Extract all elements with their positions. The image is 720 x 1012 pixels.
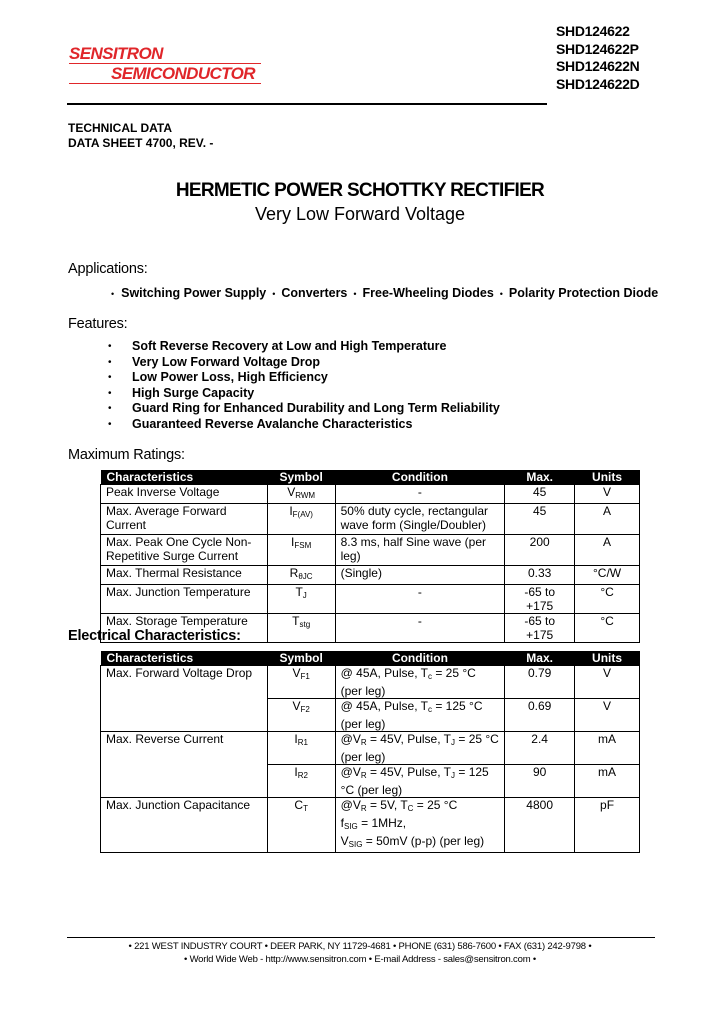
column-header: Max. <box>505 470 575 485</box>
cell-unit: V <box>575 666 640 699</box>
cell-condition: 50% duty cycle, rectangular wave form (Single/Doubler) <box>335 504 505 535</box>
technical-data-label: TECHNICAL DATA <box>68 121 172 135</box>
cell-characteristic: Max. Thermal Resistance <box>101 566 268 585</box>
cell-condition: $@V_R = 45V$, Pulse, $T_J = 125$ °C (per leg) <box>335 765 505 798</box>
application-item: Polarity Protection Diode <box>508 286 659 300</box>
part-number-list <box>556 23 639 93</box>
document-subtitle: Very Low Forward Voltage <box>254 204 466 224</box>
part-number: SHD124622D <box>556 75 640 92</box>
feature-item: • Soft Reverse Recovery at Low and High Temperature <box>108 339 500 355</box>
column-header: Max. <box>505 651 575 666</box>
document-title: HERMETIC POWER SCHOTTKY RECTIFIER <box>175 180 545 201</box>
application-item: Switching Power Supply <box>121 286 267 300</box>
cell-unit: °C <box>575 614 640 643</box>
cell-max: 0.33 <box>505 566 575 585</box>
cell-max: 0.69 <box>505 699 575 732</box>
max-ratings-heading: Maximum Ratings: <box>68 447 185 463</box>
feature-item: • Guard Ring for Enhanced Durability and Long Term Reliability <box>108 401 500 417</box>
table-row <box>101 566 640 585</box>
applications-heading: Applications: <box>68 261 148 277</box>
part-number: SHD124622N <box>556 58 640 74</box>
electrical-table <box>100 651 640 853</box>
cell-characteristic: Max. Junction Temperature <box>101 585 268 614</box>
cell-symbol: $I_{R1}$ <box>267 732 335 765</box>
cell-condition: @ 45A, Pulse, $T_c = 25$ °C (per leg) <box>335 666 505 699</box>
cell-symbol: $V_{RWM}$ <box>267 485 335 504</box>
cell-unit: mA <box>575 732 640 765</box>
cell-max: 45 <box>505 485 575 504</box>
applications-list: • Switching Power Supply • Converters • Free-Wheeling Diodes • Polarity Protection Diode <box>111 286 659 300</box>
column-header: Condition <box>335 651 505 666</box>
footer-divider <box>67 937 655 938</box>
feature-item: • High Surge Capacity <box>108 386 500 402</box>
cell-characteristic: Max. Average Forward Current <box>101 504 268 535</box>
footer-address: • 221 WEST INDUSTRY COURT • DEER PARK, NY 11729-4681 • PHONE (631) 586-7600 • FAX (631) 242-9798 • <box>128 941 592 952</box>
column-header: Symbol <box>267 470 335 485</box>
cell-characteristic: Max. Forward Voltage Drop <box>101 666 268 732</box>
part-number: SHD124622 <box>556 23 630 39</box>
cell-condition: - <box>335 614 505 643</box>
cell-max: 0.79 <box>505 666 575 699</box>
cell-condition: - <box>335 485 505 504</box>
electrical-heading: Electrical Characteristics: <box>68 628 241 644</box>
table-row <box>101 535 640 566</box>
cell-max: -65 to +175 <box>505 585 575 614</box>
cell-characteristic: Max. Junction Capacitance <box>101 798 268 853</box>
cell-max: -65 to +175 <box>505 614 575 643</box>
table-row <box>101 585 640 614</box>
logo-semiconductor: SEMICONDUCTOR <box>111 64 255 83</box>
cell-symbol: $I_{R2}$ <box>267 765 335 798</box>
cell-condition: (Single) <box>335 566 505 585</box>
features-list <box>108 339 500 433</box>
application-item: Converters <box>281 286 348 300</box>
max-ratings-table <box>100 470 640 643</box>
cell-condition: - <box>335 585 505 614</box>
cell-condition: $@V_R = 45V$, Pulse, $T_J = 25$ °C (per leg) <box>335 732 505 765</box>
cell-condition: $@V_R = 5V$, $T_C = 25$ °C $f_{SIG} = 1MHz$, $V_{SIG} = 50mV$ (p-p) (per leg) <box>335 798 505 853</box>
cell-max: 200 <box>505 535 575 566</box>
cell-characteristic: Max. Storage Temperature <box>101 614 268 643</box>
column-header: Condition <box>335 470 505 485</box>
cell-unit: V <box>575 485 640 504</box>
cell-characteristic: Max. Reverse Current <box>101 732 268 798</box>
cell-symbol: $T_J$ <box>267 585 335 614</box>
cell-max: 2.4 <box>505 732 575 765</box>
cell-condition: @ 45A, Pulse, $T_c = 125$ °C (per leg) <box>335 699 505 732</box>
cell-symbol: $I_{F(AV)}$ <box>267 504 335 535</box>
cell-symbol: $V_{F2}$ <box>267 699 335 732</box>
feature-item: • Low Power Loss, High Efficiency <box>108 370 500 386</box>
cell-unit: A <box>575 535 640 566</box>
cell-symbol: $I_{FSM}$ <box>267 535 335 566</box>
table-row <box>101 666 640 699</box>
column-header: Units <box>575 470 640 485</box>
cell-symbol: $C_T$ <box>267 798 335 853</box>
application-item: Free-Wheeling Diodes <box>362 286 494 300</box>
column-header: Characteristics <box>101 470 268 485</box>
features-heading: Features: <box>68 316 128 332</box>
column-header: Symbol <box>267 651 335 666</box>
logo-sensitron: SENSITRON <box>69 44 163 63</box>
column-header: Characteristics <box>101 651 268 666</box>
logo-rule-bottom <box>69 83 261 84</box>
cell-unit: mA <box>575 765 640 798</box>
cell-condition: 8.3 ms, half Sine wave (per leg) <box>335 535 505 566</box>
cell-characteristic: Peak Inverse Voltage <box>101 485 268 504</box>
cell-unit: °C/W <box>575 566 640 585</box>
cell-max: 90 <box>505 765 575 798</box>
cell-max: 45 <box>505 504 575 535</box>
table-row <box>101 732 640 765</box>
part-number: SHD124622P <box>556 40 639 57</box>
cell-symbol: $V_{F1}$ <box>267 666 335 699</box>
cell-unit: °C <box>575 585 640 614</box>
table-row <box>101 798 640 853</box>
footer-contact: • World Wide Web - http://www.sensitron.com • E-mail Address - sales@sensitron.com • <box>184 954 536 965</box>
column-header: Units <box>575 651 640 666</box>
cell-symbol: $R_{\theta JC}$ <box>267 566 335 585</box>
cell-unit: pF <box>575 798 640 853</box>
header-divider <box>67 103 547 105</box>
table-row <box>101 504 640 535</box>
cell-unit: V <box>575 699 640 732</box>
cell-max: 4800 <box>505 798 575 853</box>
feature-item: • Very Low Forward Voltage Drop <box>108 355 500 371</box>
table-row <box>101 485 640 504</box>
cell-unit: A <box>575 504 640 535</box>
data-sheet-label: DATA SHEET 4700, REV. - <box>68 136 214 150</box>
feature-item: • Guaranteed Reverse Avalanche Characteristics <box>108 417 500 433</box>
cell-characteristic: Max. Peak One Cycle Non-Repetitive Surge Current <box>101 535 268 566</box>
cell-symbol: $T_{stg}$ <box>267 614 335 643</box>
